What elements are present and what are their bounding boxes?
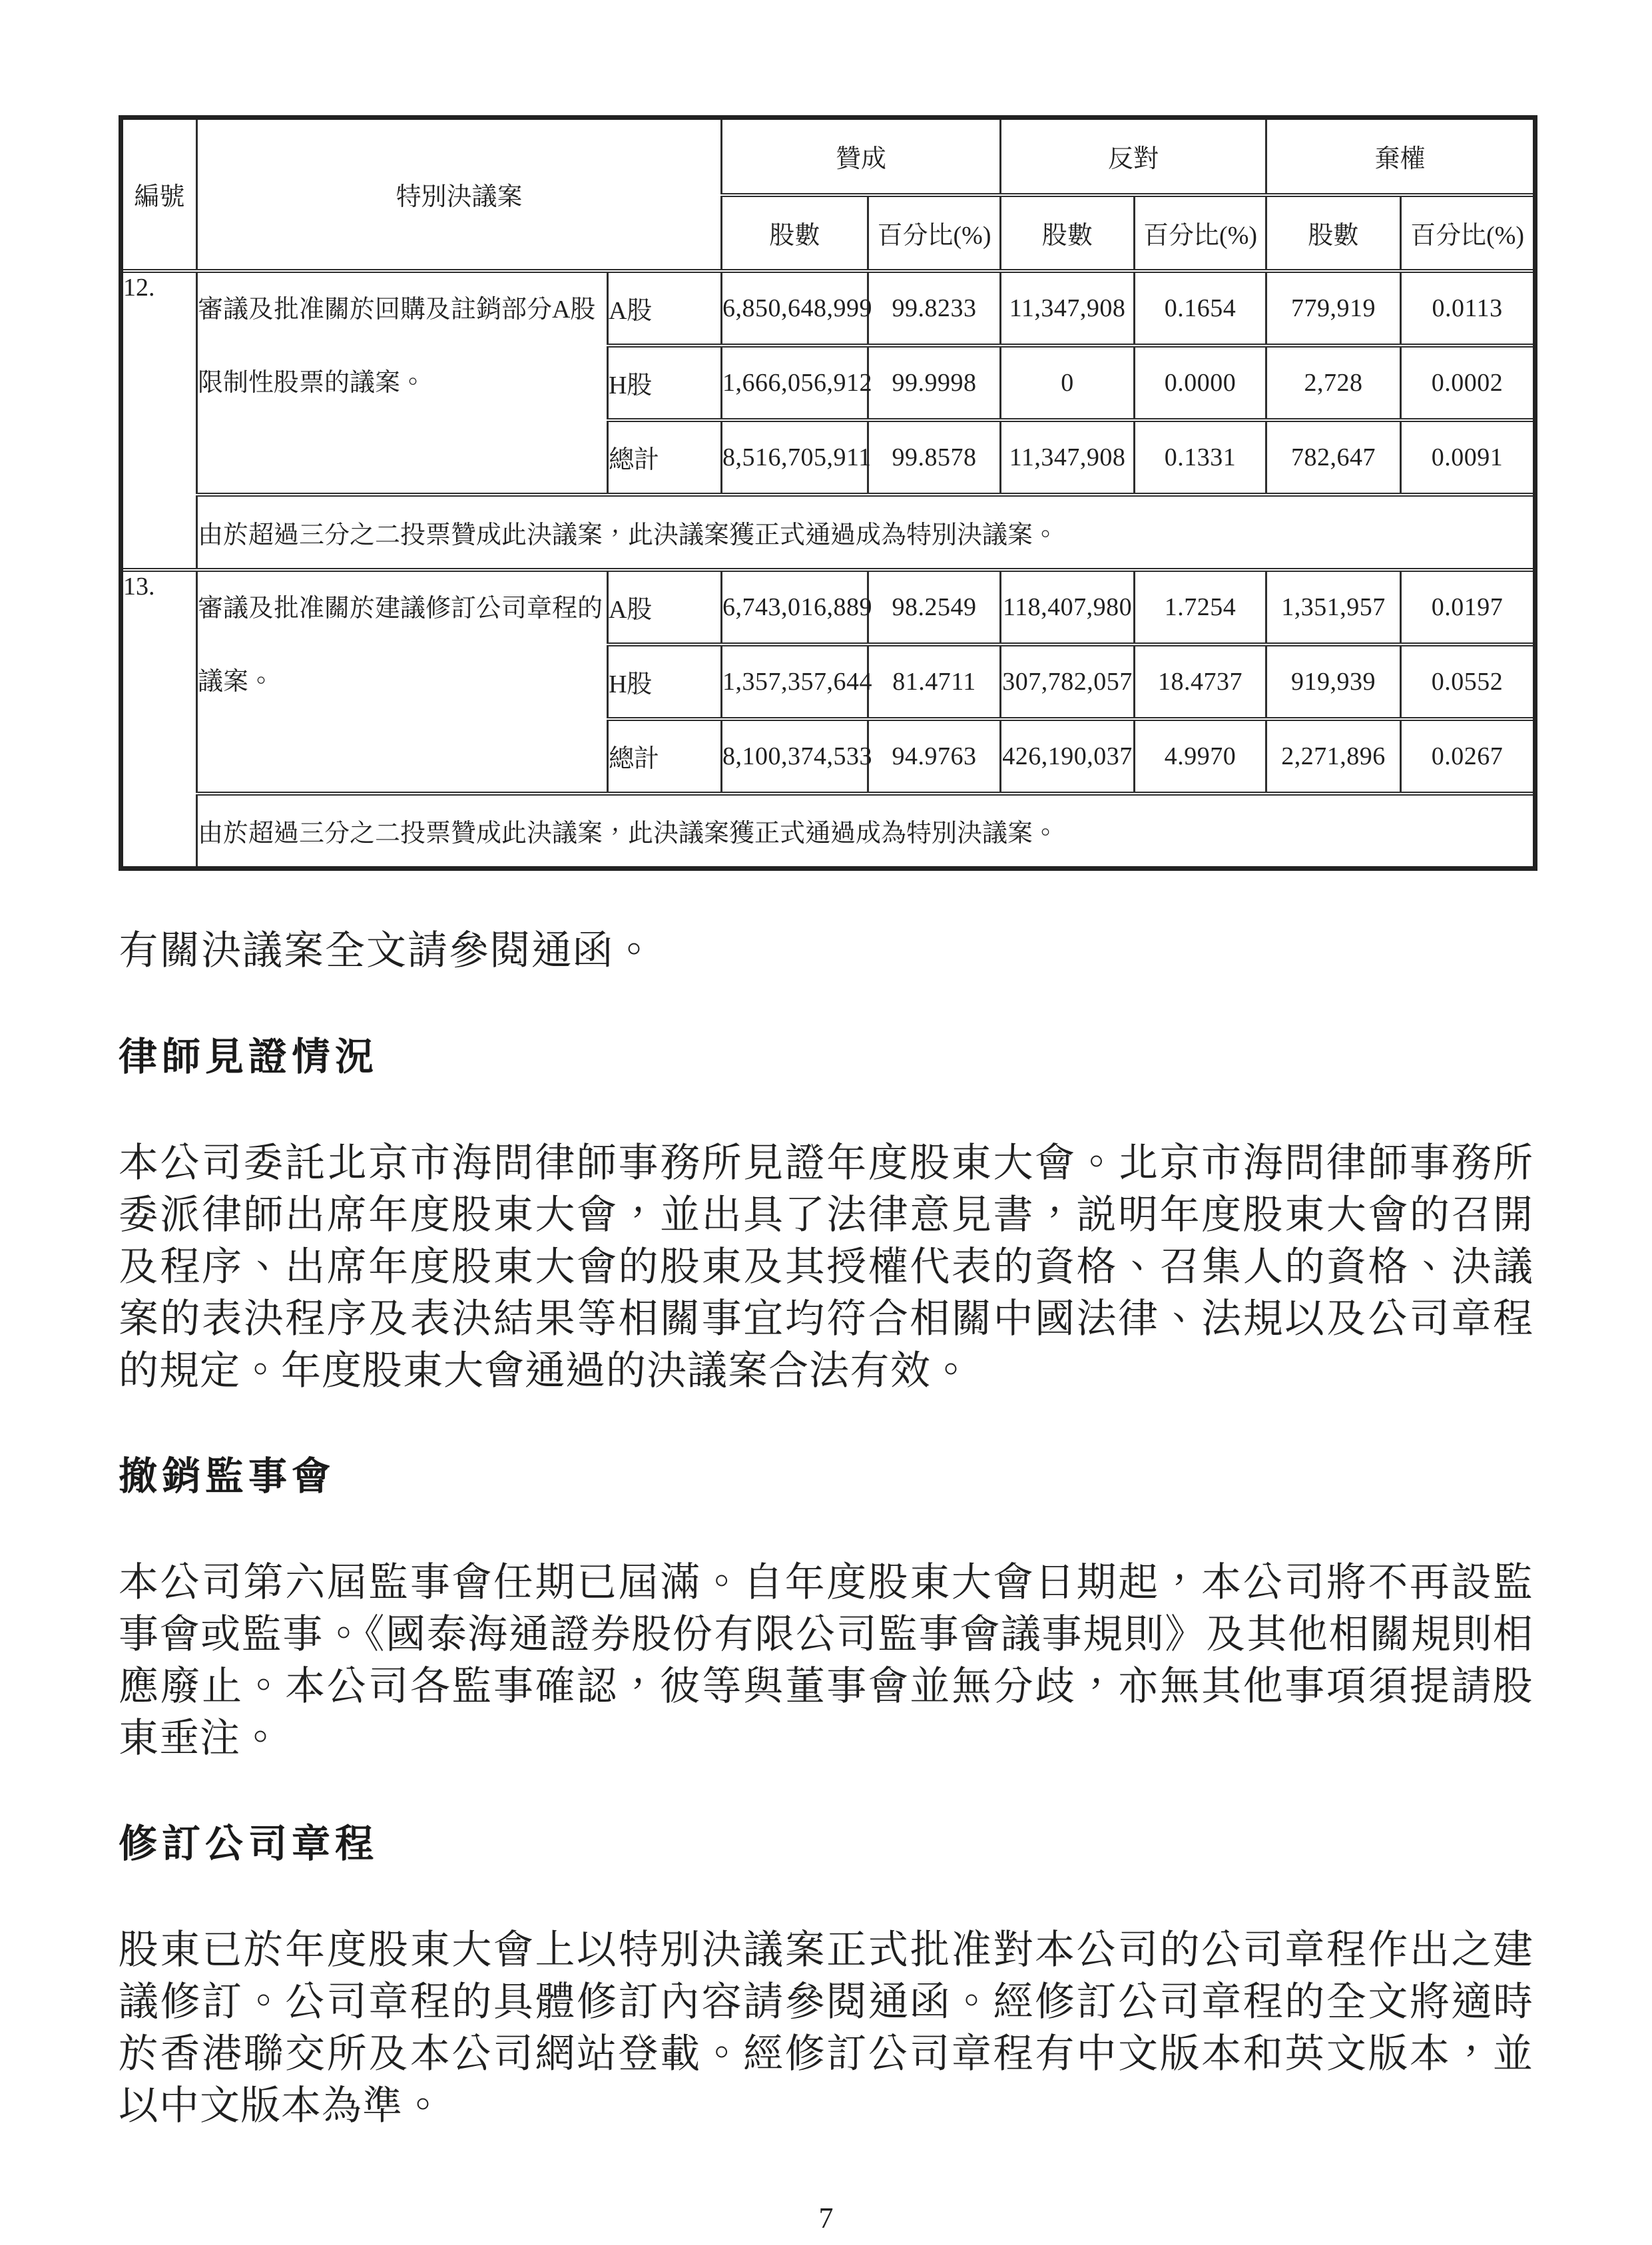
header-against-shares: 股數 (1001, 195, 1135, 271)
header-group-for: 贊成 (722, 118, 1001, 195)
abstain-shares-value: 2,271,896 (1266, 719, 1401, 794)
against-shares-value: 118,407,980 (1001, 570, 1135, 644)
resolution-number: 12. (121, 271, 197, 570)
resolution-text: 審議及批准關於建議修訂公司章程的議案。 (197, 570, 608, 794)
section-heading-amend-articles: 修訂公司章程 (119, 1822, 379, 1866)
for-percent-value: 99.8233 (868, 271, 1001, 346)
section-body-abolish-supervisory-board: 本公司第六屆監事會任期已屆滿。自年度股東大會日期起，本公司將不再設監事會或監事。《國泰海通證券股份有限公司監事會議事規則》及其他相關規則相應廢止。本公司各監事確認，彼等與董事會並無分歧，亦無其他事項須提請股東垂注。 (119, 1561, 1533, 1760)
share-class-label: A股 (608, 570, 722, 644)
share-class-label: 總計 (608, 719, 722, 794)
for-shares-value: 1,666,056,912 (722, 346, 868, 420)
voting-results-table (119, 115, 1537, 871)
against-percent-value: 18.4737 (1135, 644, 1266, 719)
header-for-percent: 百分比(%) (868, 195, 1001, 271)
abstain-shares-value: 779,919 (1266, 271, 1401, 346)
table-row-resolution-12-a (121, 271, 1535, 346)
for-shares-value: 8,516,705,911 (722, 420, 868, 495)
resolution-passed-note: 由於超過三分之二投票贊成此決議案，此決議案獲正式通過成為特別決議案。 (197, 794, 1535, 869)
share-class-label: A股 (608, 271, 722, 346)
against-shares-value: 11,347,908 (1001, 420, 1135, 495)
table-row-resolution-13-a (121, 570, 1535, 644)
table-row-resolution-13-note (121, 794, 1535, 869)
abstain-percent-value: 0.0113 (1401, 271, 1535, 346)
for-shares-value: 8,100,374,533 (722, 719, 868, 794)
against-percent-value: 4.9970 (1135, 719, 1266, 794)
against-shares-value: 426,190,037 (1001, 719, 1135, 794)
for-percent-value: 99.8578 (868, 420, 1001, 495)
for-shares-value: 6,850,648,999 (722, 271, 868, 346)
against-percent-value: 0.0000 (1135, 346, 1266, 420)
abstain-percent-value: 0.0002 (1401, 346, 1535, 420)
header-group-abstain: 棄權 (1266, 118, 1535, 195)
header-resolution-number: 編號 (121, 118, 197, 271)
section-heading-lawyer-witness: 律師見證情況 (119, 1035, 379, 1079)
section-heading-abolish-supervisory-board: 撤銷監事會 (119, 1455, 336, 1498)
for-percent-value: 94.9763 (868, 719, 1001, 794)
share-class-label: 總計 (608, 420, 722, 495)
for-shares-value: 1,357,357,644 (722, 644, 868, 719)
resolution-text: 審議及批准關於回購及註銷部分A股限制性股票的議案。 (197, 271, 608, 495)
for-shares-value: 6,743,016,889 (722, 570, 868, 644)
for-percent-value: 81.4711 (868, 644, 1001, 719)
against-percent-value: 0.1331 (1135, 420, 1266, 495)
abstain-percent-value: 0.0267 (1401, 719, 1535, 794)
against-shares-value: 307,782,057 (1001, 644, 1135, 719)
header-abstain-shares: 股數 (1266, 195, 1401, 271)
section-body-lawyer-witness: 本公司委託北京市海問律師事務所見證年度股東大會。北京市海問律師事務所委派律師出席年度股東大會，並出具了法律意見書，説明年度股東大會的召開及程序、出席年度股東大會的股東及其授權代表的資格、召集人的資格、決議案的表決程序及表決結果等相關事宜均符合相關中國法律、法規以及公司章程的規定。年度股東大會通過的決議案合法有效。 (119, 1141, 1533, 1393)
header-group-against: 反對 (1001, 118, 1266, 195)
header-against-percent: 百分比(%) (1135, 195, 1266, 271)
table-row-resolution-12-note (121, 495, 1535, 570)
against-shares-value: 11,347,908 (1001, 271, 1135, 346)
abstain-shares-value: 2,728 (1266, 346, 1401, 420)
resolution-passed-note: 由於超過三分之二投票贊成此決議案，此決議案獲正式通過成為特別決議案。 (197, 495, 1535, 570)
abstain-percent-value: 0.0091 (1401, 420, 1535, 495)
page-number: 7 (818, 2202, 834, 2234)
for-percent-value: 99.9998 (868, 346, 1001, 420)
abstain-shares-value: 1,351,957 (1266, 570, 1401, 644)
abstain-shares-value: 919,939 (1266, 644, 1401, 719)
against-shares-value: 0 (1001, 346, 1135, 420)
against-percent-value: 1.7254 (1135, 570, 1266, 644)
resolution-number: 13. (121, 570, 197, 869)
abstain-shares-value: 782,647 (1266, 420, 1401, 495)
share-class-label: H股 (608, 346, 722, 420)
abstain-percent-value: 0.0197 (1401, 570, 1535, 644)
against-percent-value: 0.1654 (1135, 271, 1266, 346)
circular-reference-note: 有關決議案全文請參閱通函。 (119, 929, 655, 973)
abstain-percent-value: 0.0552 (1401, 644, 1535, 719)
share-class-label: H股 (608, 644, 722, 719)
header-abstain-percent: 百分比(%) (1401, 195, 1535, 271)
section-body-amend-articles: 股東已於年度股東大會上以特別決議案正式批准對本公司的公司章程作出之建議修訂。公司章程的具體修訂內容請參閱通函。經修訂公司章程的全文將適時於香港聯交所及本公司網站登載。經修訂公司章程有中文版本和英文版本，並以中文版本為準。 (119, 1928, 1533, 2128)
for-percent-value: 98.2549 (868, 570, 1001, 644)
header-for-shares: 股數 (722, 195, 868, 271)
header-special-resolution: 特別決議案 (197, 118, 722, 271)
